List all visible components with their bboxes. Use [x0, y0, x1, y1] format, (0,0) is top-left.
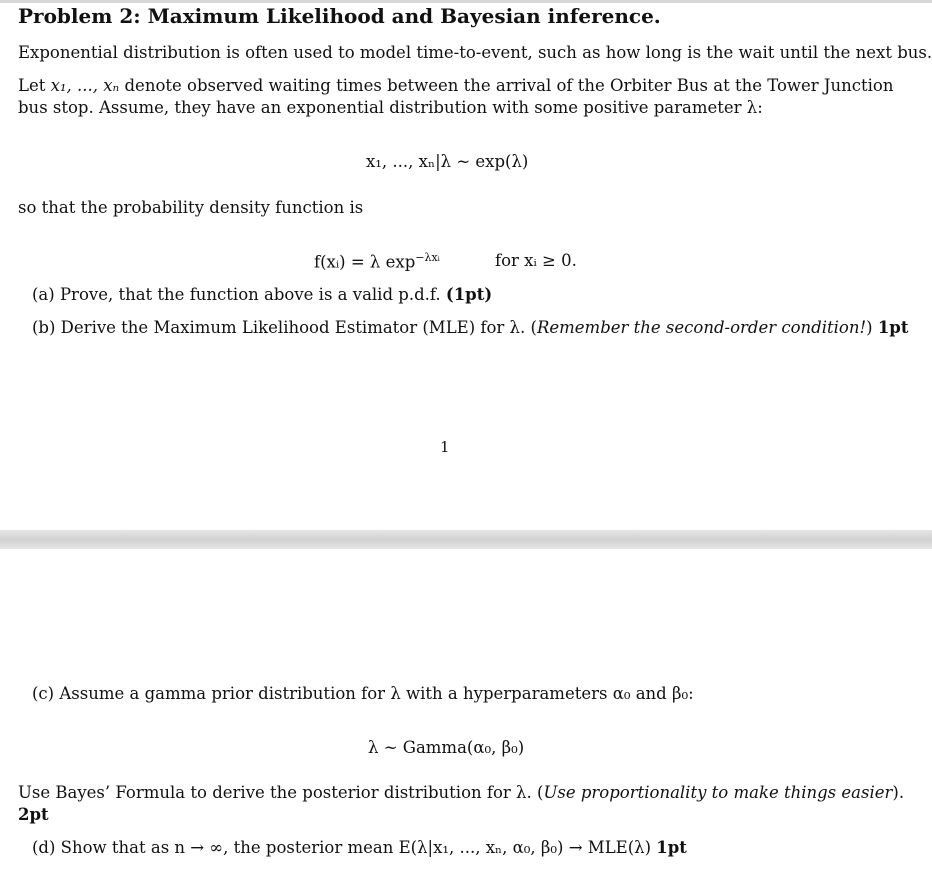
part-d-points: 1pt — [656, 838, 687, 857]
page-top-edge — [0, 0, 932, 3]
problem-title: Problem 2: Maximum Likelihood and Bayesian inference. — [18, 4, 661, 28]
bayes-hint: Use proportionality to make things easier — [543, 783, 893, 802]
part-b-close: ) — [866, 318, 878, 337]
bayes-line — [18, 782, 904, 804]
part-a-points: (1pt) — [445, 285, 493, 304]
setup-line-2: bus stop. Assume, they have an exponential distribution with some positive parameter λ: — [18, 98, 763, 117]
bayes-points-line — [18, 804, 49, 826]
part-b — [32, 317, 908, 339]
part-b-text: (b) Derive the Maximum Likelihood Estimator (MLE) for λ. ( — [32, 318, 537, 337]
page-break — [0, 530, 932, 549]
pdf-exponent: −λxᵢ — [415, 251, 440, 264]
intro-paragraph: Exponential distribution is often used to model time-to-event, such as how long is the wait until the next bus. — [18, 43, 932, 62]
setup-line1-rest: denote observed waiting times between the arrival of the Orbiter Bus at the Tower Junction — [119, 76, 894, 95]
part-b-hint: Remember the second-order condition! — [536, 318, 867, 337]
page-number: 1 — [440, 438, 450, 456]
part-d — [32, 837, 687, 859]
setup-line-1 — [18, 75, 894, 97]
setup-vars: x₁, ..., xₙ — [50, 76, 120, 95]
pdf-intro: so that the probability density function is — [18, 198, 364, 217]
equation-prior: λ ~ Gamma(α₀, β₀) — [368, 738, 525, 757]
equation-model: x₁, ..., xₙ|λ ~ exp(λ) — [366, 152, 529, 171]
part-c: (c) Assume a gamma prior distribution for λ with a hyperparameters α₀ and β₀: — [32, 684, 694, 703]
pdf-lhs: f(xᵢ) = λ exp — [314, 252, 416, 272]
part-d-text: (d) Show that as n → ∞, the posterior mean E(λ|x₁, ..., xₙ, α₀, β₀) → MLE(λ) — [32, 838, 657, 857]
bayes-text: Use Bayes’ Formula to derive the posterior distribution for λ. ( — [18, 783, 544, 802]
pdf-condition: for xᵢ ≥ 0. — [495, 251, 577, 270]
equation-pdf — [314, 251, 440, 272]
part-a — [32, 284, 492, 306]
setup-let: Let — [18, 76, 51, 95]
part-b-points: 1pt — [877, 318, 909, 337]
part-a-text: (a) Prove, that the function above is a valid p.d.f. — [32, 285, 446, 304]
bayes-points: 2pt — [18, 805, 49, 824]
bayes-close: ). — [892, 783, 905, 802]
